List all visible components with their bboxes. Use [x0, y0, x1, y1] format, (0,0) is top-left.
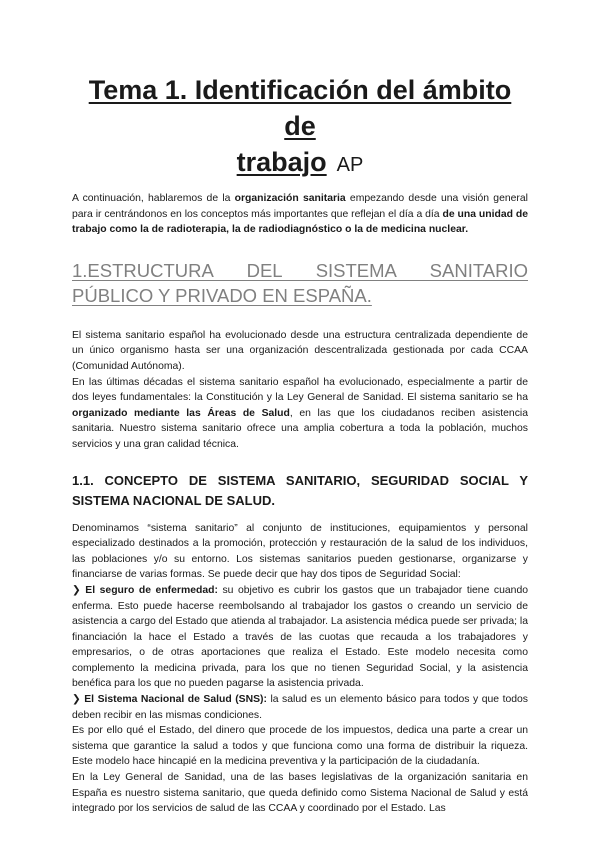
intro-text-1: A continuación, hablaremos de la [72, 193, 235, 204]
bullet-sistema-nacional-salud [72, 692, 528, 723]
section-1-1-paragraph-3: En la Ley General de Sanidad, una de las bases legislativas de la organización sanitaria en España es nuestro sistema sanitario, que queda definido como Sistema Nacional de Salud y está integrado por los servicios de salud de las CCAA y coordinado por el Estado. Las [72, 772, 528, 815]
bullet-2-text: la salud es un elemento básico para todos y que todos deben recibir en las mismas condiciones. [72, 694, 528, 721]
section-1-1-paragraph-2: Es por ello qué el Estado, del dinero que procede de los impuestos, dedica una parte a crear un sistema que garantice la salud a todos y que funciona como una forma de distribuir la riqueza. Este modelo hace hincapié en la medicina preventiva y la participación de la ciudadanía. [72, 725, 528, 768]
section-1-paragraph-1: El sistema sanitario español ha evolucionado desde una estructura centralizada dependiente de un único organismo hasta ser una organización descentralizada gestionada por cada CCAA (Comunidad Autónoma). [72, 329, 528, 372]
section-1-1-paragraph-1: Denominamos “sistema sanitario” al conjunto de instituciones, equipamientos y personal especializado destinados a la promoción, protección y restauración de la salud de los individuos, las poblaciones y/o su entorno. Los sistemas sanitarios pueden gestionarse, organizarse y financiarse de varias formas. Se puede decir que hay dos tipos de Seguridad Social: [72, 522, 528, 581]
s1p2-text-a: En las últimas décadas el sistema sanitario español ha evolucionado, especialmente a partir de dos leyes fundamentales: la Constitución y la Ley General de Sanidad. El sistema sanitario se ha [72, 376, 528, 404]
title-line2: trabajo [236, 147, 327, 177]
intro-bold-2: de una unidad de trabajo como la de radioterapia, la de radiodiagnóstico o la de medicina nuclear. [72, 208, 528, 236]
bullet-seguro-enfermedad [72, 583, 528, 692]
page-title [72, 72, 528, 183]
bullet-2-title: El Sistema Nacional de Salud (SNS): [84, 694, 267, 706]
s1p2-text-c: , en las que los ciudadanos reciben asistencia sanitaria. Nuestro sistema sanitario ofrece una amplia cobertura a toda la población, muchos servicios y una gran calidad técnica. [72, 407, 528, 450]
section-1-heading: 1.ESTRUCTURA DEL SISTEMA SANITARIO PÚBLICO Y PRIVADO EN ESPAÑA. [72, 259, 528, 306]
intro-bold-1: organización sanitaria [234, 193, 346, 204]
section-1-1-heading: 1.1. CONCEPTO DE SISTEMA SANITARIO, SEGURIDAD SOCIAL Y SISTEMA NACIONAL DE SALUD. [72, 472, 528, 508]
title-tag: AP [336, 154, 364, 176]
bullet-icon: ❯ [72, 694, 81, 706]
bullet-icon: ❯ [72, 584, 81, 596]
title-line1: Tema 1. Identificación del ámbito de [88, 75, 512, 141]
section-1-paragraph-2 [72, 375, 528, 453]
bullet-1-title: El seguro de enfermedad: [85, 584, 218, 596]
bullet-1-text: su objetivo es cubrir los gastos que un trabajador tiene cuando enferma. Esto puede hacerse reembolsando al trabajador los gastos o creando un servicio de asistencia a cargo del Estado que atienda al trabajador. La asistencia médica puede ser privada; la financiación la hace el Estado a través de las cuotas que recauda a los trabajadores y empresarios, o de otras aportaciones que realiza el Estado. Este modelo necesita como complemento la medicina privada, para los que no tienen Seguridad Social, y la asistencia benéfica para los que no pueden pagarse la asistencia privada. [72, 584, 528, 690]
intro-text-2: empezando desde una visión general para ir centrándonos en los conceptos más importantes que reflejan el día a día [72, 193, 528, 220]
s1p2-bold: organizado mediante las Áreas de Salud [72, 407, 290, 419]
intro-paragraph [72, 191, 528, 238]
